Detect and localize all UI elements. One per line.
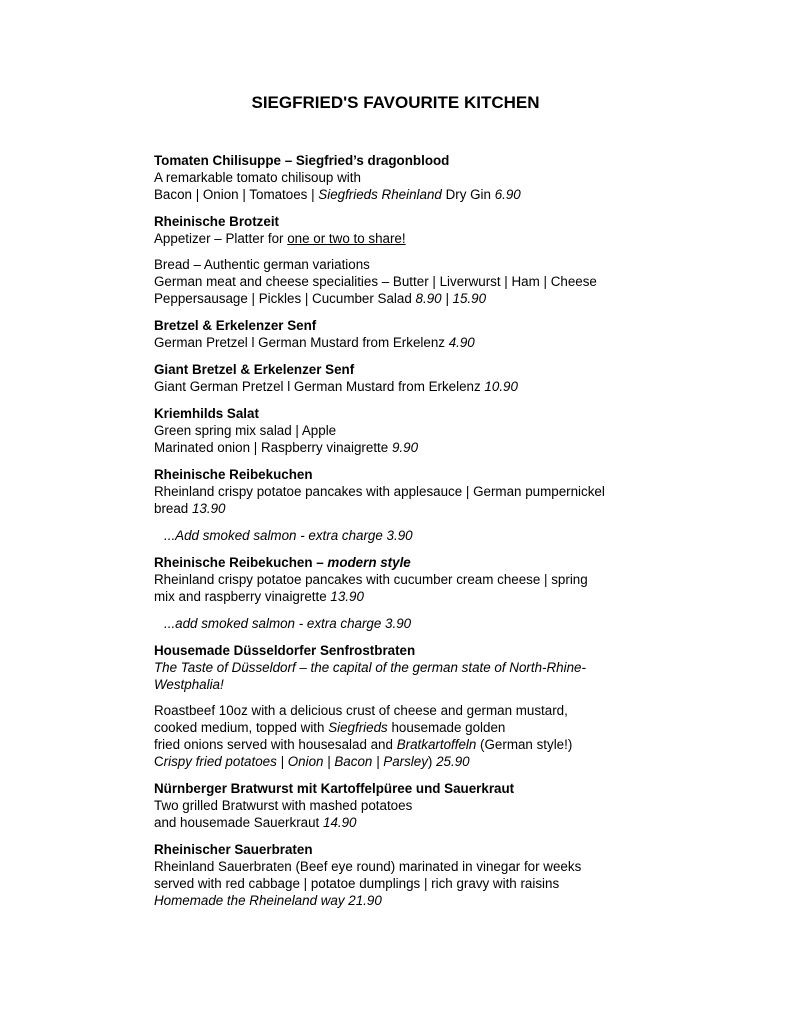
menu-title: SIEGFRIED'S FAVOURITE KITCHEN	[251, 93, 540, 112]
description-text: Homemade the Rheineland way	[154, 893, 349, 908]
menu-item-senfrostbraten	[154, 642, 654, 770]
item-name: Giant Bretzel & Erkelenzer Senf	[154, 362, 355, 377]
item-description	[154, 230, 654, 247]
description-text: (German style!)	[476, 737, 573, 752]
description-text: cooked medium, topped with	[154, 720, 329, 735]
item-price: 13.90	[330, 589, 364, 604]
item-description	[154, 892, 654, 909]
item-ingredients	[154, 290, 654, 307]
item-price: 25.90	[436, 754, 470, 769]
menu-item-kriemhilds-salat	[154, 405, 654, 456]
item-price: 14.90	[323, 815, 357, 830]
item-style-label: modern style	[327, 555, 411, 570]
item-tagline: Westphalia!	[154, 677, 224, 692]
ingredients-text: Bacon | Onion | Tomatoes |	[154, 187, 319, 202]
share-note: one or two to share!	[287, 231, 406, 246]
description-text: Appetizer – Platter for	[154, 231, 288, 246]
item-description: Bread – Authentic german variations	[154, 257, 370, 272]
item-description: A remarkable tomato chilisoup with	[154, 170, 361, 185]
item-description: Rheinland crispy potatoe pancakes with applesauce | German pumpernickel	[154, 484, 605, 499]
menu-item-giant-bretzel	[154, 361, 654, 395]
ingredients-text: rispy fried potatoes | Onion | Bacon | Parsley	[163, 754, 428, 769]
ingredients-text: Peppersausage | Pickles | Cucumber Salad	[154, 291, 416, 306]
description-text: housemade golden	[387, 720, 506, 735]
item-description	[154, 814, 654, 831]
item-name: Rheinische Brotzeit	[154, 214, 280, 229]
item-price: 21.90	[348, 893, 382, 908]
item-name: Kriemhilds Salat	[154, 406, 259, 421]
addon-smoked-salmon: ...Add smoked salmon - extra charge 3.90	[164, 528, 413, 543]
description-text: mix and raspberry vinaigrette	[154, 589, 331, 604]
item-description	[154, 736, 654, 753]
menu-item-reibekuchen-modern	[154, 554, 654, 605]
menu-item-reibekuchen	[154, 466, 654, 517]
item-name: Rheinische Reibekuchen	[154, 467, 313, 482]
menu-item-bretzel	[154, 317, 654, 351]
description-text: bread	[154, 501, 192, 516]
item-description: Rheinland Sauerbraten (Beef eye round) marinated in vinegar for weeks	[154, 859, 582, 874]
item-ingredients	[154, 186, 654, 203]
item-price: 9.90	[391, 440, 419, 455]
item-description: German meat and cheese specialities – Butter | Liverwurst | Ham | Cheese	[154, 274, 597, 289]
description-text: Giant German Pretzel l German Mustard from Erkelenz	[154, 379, 485, 394]
brand-name: Siegfrieds	[328, 720, 388, 735]
brand-name: Siegfrieds Rheinland	[318, 187, 442, 202]
description-text: fried onions served with housesalad and	[154, 737, 397, 752]
item-name: Housemade Düsseldorfer Senfrostbraten	[154, 643, 416, 658]
menu-list	[154, 152, 654, 919]
item-description: served with red cabbage | potatoe dumplings | rich gravy with raisins	[154, 876, 560, 891]
item-description: Green spring mix salad | Apple	[154, 423, 337, 438]
item-price: 8.90 | 15.90	[415, 291, 487, 306]
item-description: Rheinland crispy potatoe pancakes with cucumber cream cheese | spring	[154, 572, 588, 587]
item-price: 4.90	[448, 335, 475, 350]
item-name: Bretzel & Erkelenzer Senf	[154, 318, 317, 333]
description-text: Marinated onion | Raspberry vinaigrette	[154, 440, 392, 455]
item-name: Tomaten Chilisuppe – Siegfried’s dragonblood	[154, 153, 450, 168]
item-description: Two grilled Bratwurst with mashed potatoes	[154, 798, 413, 813]
item-name: Rheinischer Sauerbraten	[154, 842, 313, 857]
item-price: 10.90	[484, 379, 518, 394]
item-description	[154, 334, 654, 351]
menu-item-bratwurst	[154, 780, 654, 831]
item-name-text: Rheinische Reibekuchen –	[154, 555, 328, 570]
menu-item-sauerbraten	[154, 841, 654, 909]
side-dish-name: Bratkartoffeln	[396, 737, 477, 752]
ingredients-text: )	[427, 754, 437, 769]
item-description	[154, 378, 654, 395]
ingredients-text: C	[154, 754, 164, 769]
menu-item-rheinische-brotzeit	[154, 213, 654, 307]
description-text: and housemade Sauerkraut	[154, 815, 323, 830]
item-name: Nürnberger Bratwurst mit Kartoffelpüree und Sauerkraut	[154, 781, 515, 796]
addon-smoked-salmon: ...add smoked salmon - extra charge 3.90	[164, 616, 412, 631]
item-price: 13.90	[191, 501, 226, 516]
item-description	[154, 439, 654, 456]
description-text: German Pretzel l German Mustard from Erkelenz	[154, 335, 449, 350]
item-description	[154, 719, 654, 736]
ingredients-text: Dry Gin	[441, 187, 495, 202]
item-price: 6.90	[494, 187, 521, 202]
menu-item-tomaten-chilisuppe	[154, 152, 654, 203]
item-tagline: The Taste of Düsseldorf – the capital of the german state of North-Rhine-	[154, 660, 586, 675]
item-description	[154, 588, 654, 605]
item-ingredients	[154, 753, 654, 770]
item-description: Roastbeef 10oz with a delicious crust of cheese and german mustard,	[154, 703, 568, 718]
item-description	[154, 500, 654, 517]
item-name	[154, 554, 654, 571]
